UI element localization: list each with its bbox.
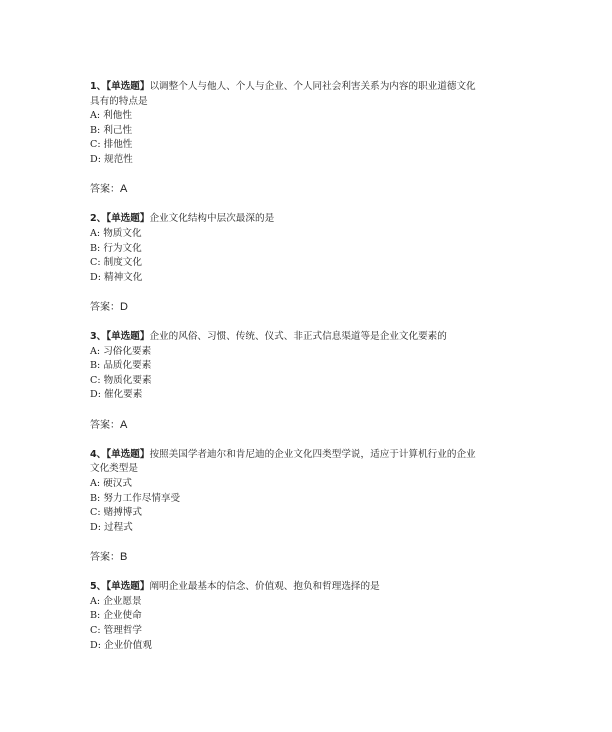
question-2 xyxy=(90,212,550,315)
question-text: 阐明企业最基本的信念、价值观、抱负和哲理选择的是 xyxy=(149,581,380,593)
question-number: 5、 xyxy=(90,581,107,593)
question-text: 按照美国学者迪尔和肯尼迪的企业文化四类型学说，适应于计算机行业的企业 xyxy=(149,448,476,460)
question-text: 企业文化结构中层次最深的是 xyxy=(149,213,275,225)
answer-label: 答案： xyxy=(90,301,120,313)
question-text: 企业的风俗、习惯、传统、仪式、非正式信息渠道等是企业文化要素的 xyxy=(149,331,447,343)
answer xyxy=(90,418,550,434)
option-d: D: 企业价值观 xyxy=(90,639,152,651)
question-type: 【单选题】 xyxy=(106,81,150,92)
question-number: 1、 xyxy=(90,81,107,92)
question-3 xyxy=(90,330,550,433)
question-number: 2、 xyxy=(90,213,107,225)
option-c: C: 排他性 xyxy=(90,139,133,151)
answer-label: 答案： xyxy=(90,419,120,431)
question-type: 【单选题】 xyxy=(106,448,150,460)
question-type: 【单选题】 xyxy=(106,213,150,225)
answer-label: 答案： xyxy=(90,184,120,196)
option-a: A: 硬汉式 xyxy=(90,478,132,490)
question-type: 【单选题】 xyxy=(106,581,150,593)
option-c: C: 管理哲学 xyxy=(90,624,142,636)
question-title xyxy=(90,580,550,595)
question-title xyxy=(90,330,550,345)
question-document xyxy=(90,80,550,668)
answer xyxy=(90,550,550,566)
option-b: B: 努力工作尽情享受 xyxy=(90,492,181,504)
option-c: C: 物质化要素 xyxy=(90,374,152,386)
option-d: D: 规范性 xyxy=(90,153,133,165)
option-a: A: 物质文化 xyxy=(90,227,142,239)
option-a: A: 习俗化要素 xyxy=(90,345,152,357)
question-number: 4、 xyxy=(90,448,107,460)
question-text: 以调整个人与他人、个人与企业、个人同社会利害关系为内容的职业道德文化 xyxy=(149,81,476,92)
option-a: A: 企业愿景 xyxy=(90,595,142,607)
question-type: 【单选题】 xyxy=(106,331,150,343)
question-title xyxy=(90,212,550,227)
question-1 xyxy=(90,80,550,198)
option-d: D: 催化要素 xyxy=(90,389,143,401)
answer-label: 答案： xyxy=(90,552,120,563)
option-d: D: 精神文化 xyxy=(90,271,143,283)
answer-value: D xyxy=(120,300,128,313)
question-title xyxy=(90,448,550,463)
option-b: B: 品质化要素 xyxy=(90,360,152,372)
answer-value: A xyxy=(120,418,128,431)
option-b: B: 行为文化 xyxy=(90,242,142,254)
answer-value: B xyxy=(120,551,128,563)
question-title xyxy=(90,95,550,110)
answer xyxy=(90,182,550,198)
question-text: 文化类型是 xyxy=(90,463,138,475)
question-4 xyxy=(90,448,550,566)
question-title xyxy=(90,462,550,477)
question-5 xyxy=(90,580,550,653)
question-number: 3、 xyxy=(90,331,107,343)
option-c: C: 制度文化 xyxy=(90,257,142,269)
option-b: B: 利己性 xyxy=(90,124,133,136)
answer-value: A xyxy=(120,183,128,196)
question-title xyxy=(90,80,550,95)
option-a: A: 利他性 xyxy=(90,110,132,122)
answer xyxy=(90,300,550,316)
option-b: B: 企业使命 xyxy=(90,610,142,622)
option-c: C: 赌搏博式 xyxy=(90,507,142,519)
option-d: D: 过程式 xyxy=(90,521,133,533)
question-text: 具有的特点是 xyxy=(90,95,148,107)
